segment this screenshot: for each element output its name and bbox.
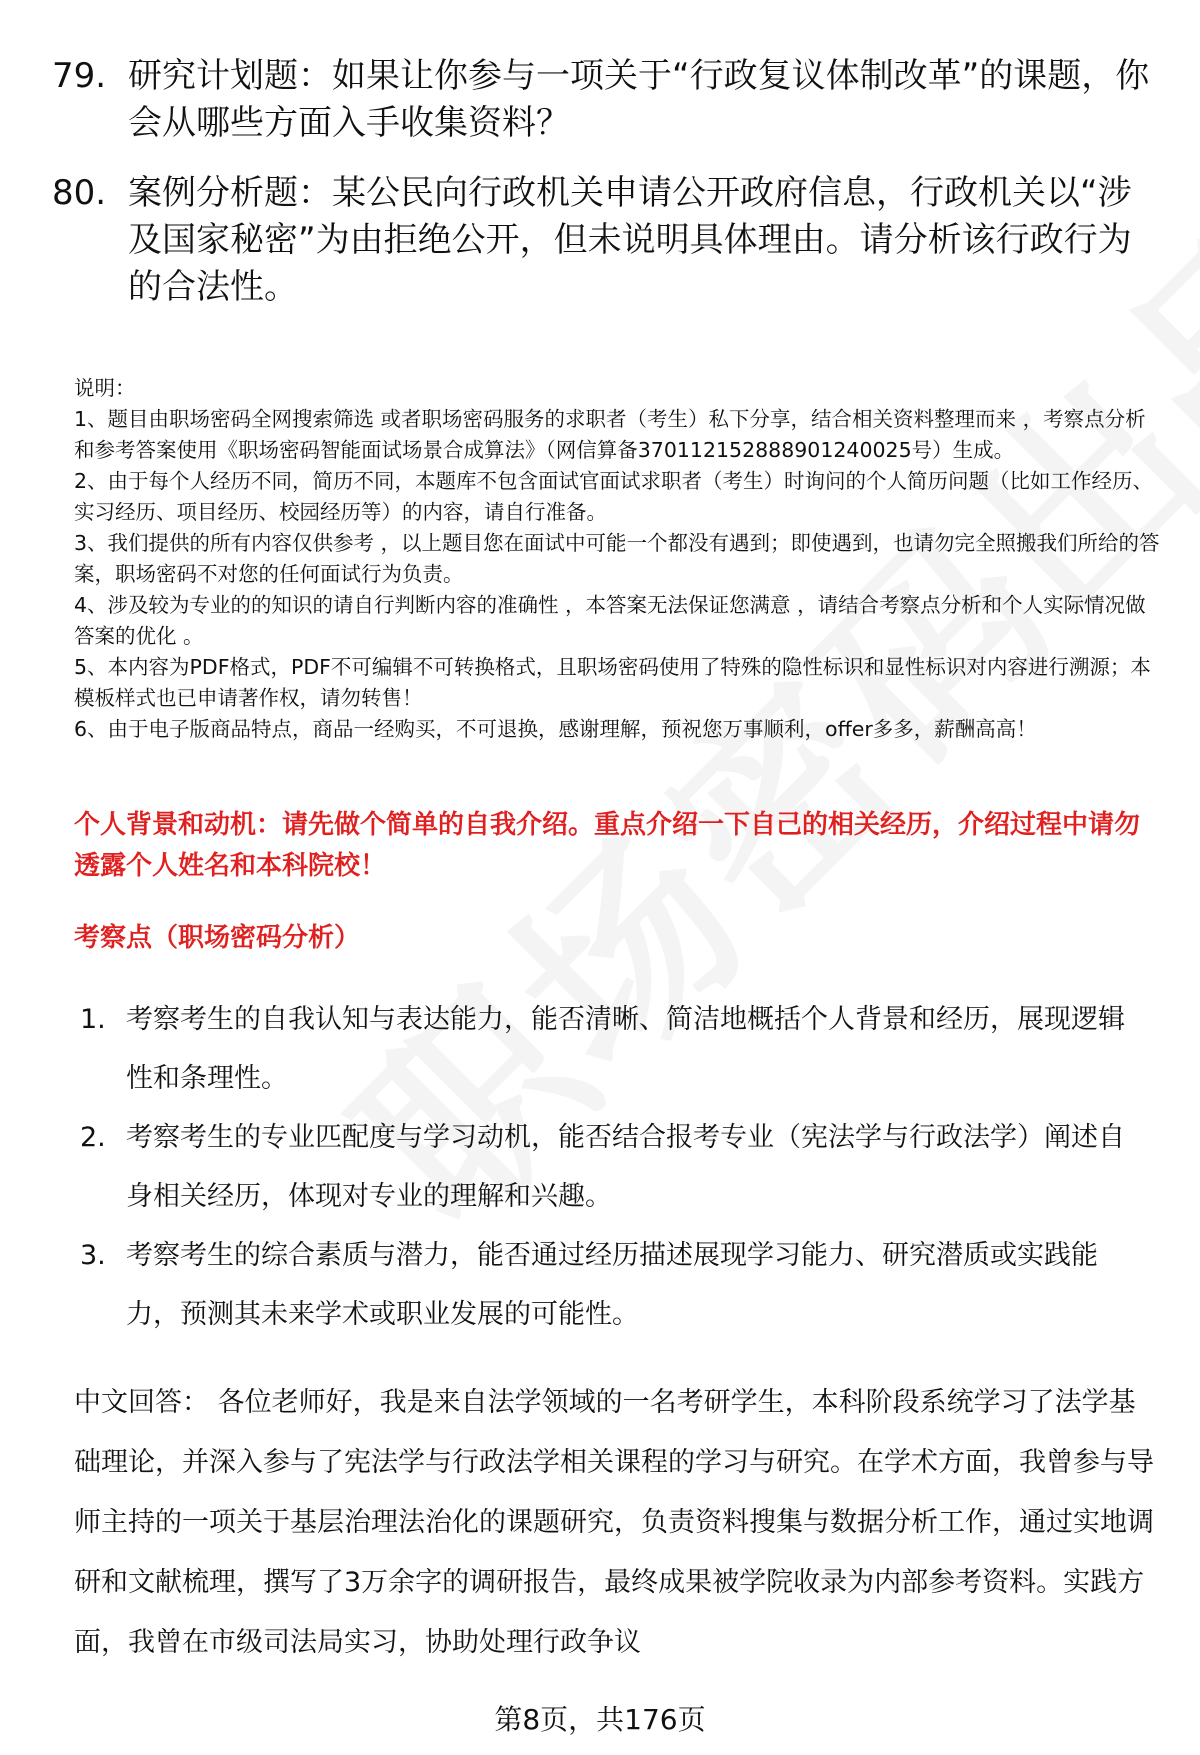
note-item: 2、由于每个人经历不同，简历不同，本题库不包含面试官面试求职者（考生）时询问的个人简历问题（比如工作经历、实习经历、项目经历、校园经历等）的内容，请自行准备。 — [74, 469, 1154, 524]
analysis-subheading: 考察点（职场密码分析） — [74, 923, 361, 953]
point-number: 1. — [80, 1004, 106, 1035]
list-item — [80, 1108, 1150, 1226]
point-number: 2. — [80, 1122, 106, 1153]
note-item: 3、我们提供的所有内容仅供参考 ，以上题目您在面试中可能一个都没有遇到；即使遇到，也请勿完全照搬我们所给的答案，职场密码不对您的任何面试行为负责。 — [74, 531, 1160, 586]
note-item: 6、由于电子版商品特点，商品一经购买，不可退换，感谢理解，预祝您万事顺利，offer多多，薪酬高高！ — [74, 717, 1037, 741]
answer-text: 中文回答： 各位老师好，我是来自法学领域的一名考研学生，本科阶段系统学习了法学基础理论，并深入参与了宪法学与行政法学相关课程的学习与研究。在学术方面，我曾参与导师主持的一项关于基层治理法治化的课题研究，负责资料搜集与数据分析工作，通过实地调研和文献梳理，撰写了3万余字的调研报告，最终成果被学院收录为内部参考资料。实践方面，我曾在市级司法局实习，协助处理行政争议 — [74, 1387, 1154, 1658]
page-footer: 第8页，共176页 — [494, 1703, 706, 1736]
notes-section — [74, 373, 1164, 745]
section-heading: 个人背景和动机：请先做个简单的自我介绍。重点介绍一下自己的相关经历，介绍过程中请勿透露个人姓名和本科院校！ — [74, 810, 1141, 881]
point-text: 考察考生的自我认知与表达能力，能否清晰、简洁地概括个人背景和经历，展现逻辑性和条理性。 — [126, 1004, 1125, 1094]
point-text: 考察考生的专业匹配度与学习动机，能否结合报考专业（宪法学与行政法学）阐述自身相关经历，体现对专业的理解和兴趣。 — [126, 1122, 1125, 1212]
analysis-points-list — [80, 990, 1150, 1344]
question-80 — [52, 170, 1162, 311]
list-item — [80, 990, 1150, 1108]
question-number: 80. — [52, 173, 107, 213]
note-item: 1、题目由职场密码全网搜索筛选 或者职场密码服务的求职者（考生）私下分享，结合相关资料整理而来 ，考察点分析和参考答案使用《职场密码智能面试场景合成算法》（网信算备370112152888901240025号）生成。 — [74, 407, 1146, 462]
question-text: 案例分析题：某公民向行政机关申请公开政府信息，行政机关以“涉及国家秘密”为由拒绝公开，但未说明具体理由。请分析该行政行为的合法性。 — [128, 173, 1132, 307]
notes-title: 说明： — [74, 376, 136, 400]
point-text: 考察考生的综合素质与潜力，能否通过经历描述展现学习能力、研究潜质或实践能力，预测其未来学术或职业发展的可能性。 — [126, 1240, 1098, 1330]
note-item: 4、涉及较为专业的的知识的请自行判断内容的准确性 ，本答案无法保证您满意 ，请结合考察点分析和个人实际情况做答案的优化 。 — [74, 593, 1146, 648]
question-79 — [52, 53, 1162, 147]
list-item — [80, 1226, 1150, 1344]
question-text: 研究计划题：如果让你参与一项关于“行政复议体制改革”的课题，你会从哪些方面入手收集资料？ — [128, 56, 1150, 143]
point-number: 3. — [80, 1240, 106, 1271]
note-item: 5、本内容为PDF格式，PDF不可编辑不可转换格式，且职场密码使用了特殊的隐性标识和显性标识对内容进行溯源；本模板样式也已申请著作权，请勿转售！ — [74, 655, 1151, 710]
question-number: 79. — [52, 56, 107, 96]
